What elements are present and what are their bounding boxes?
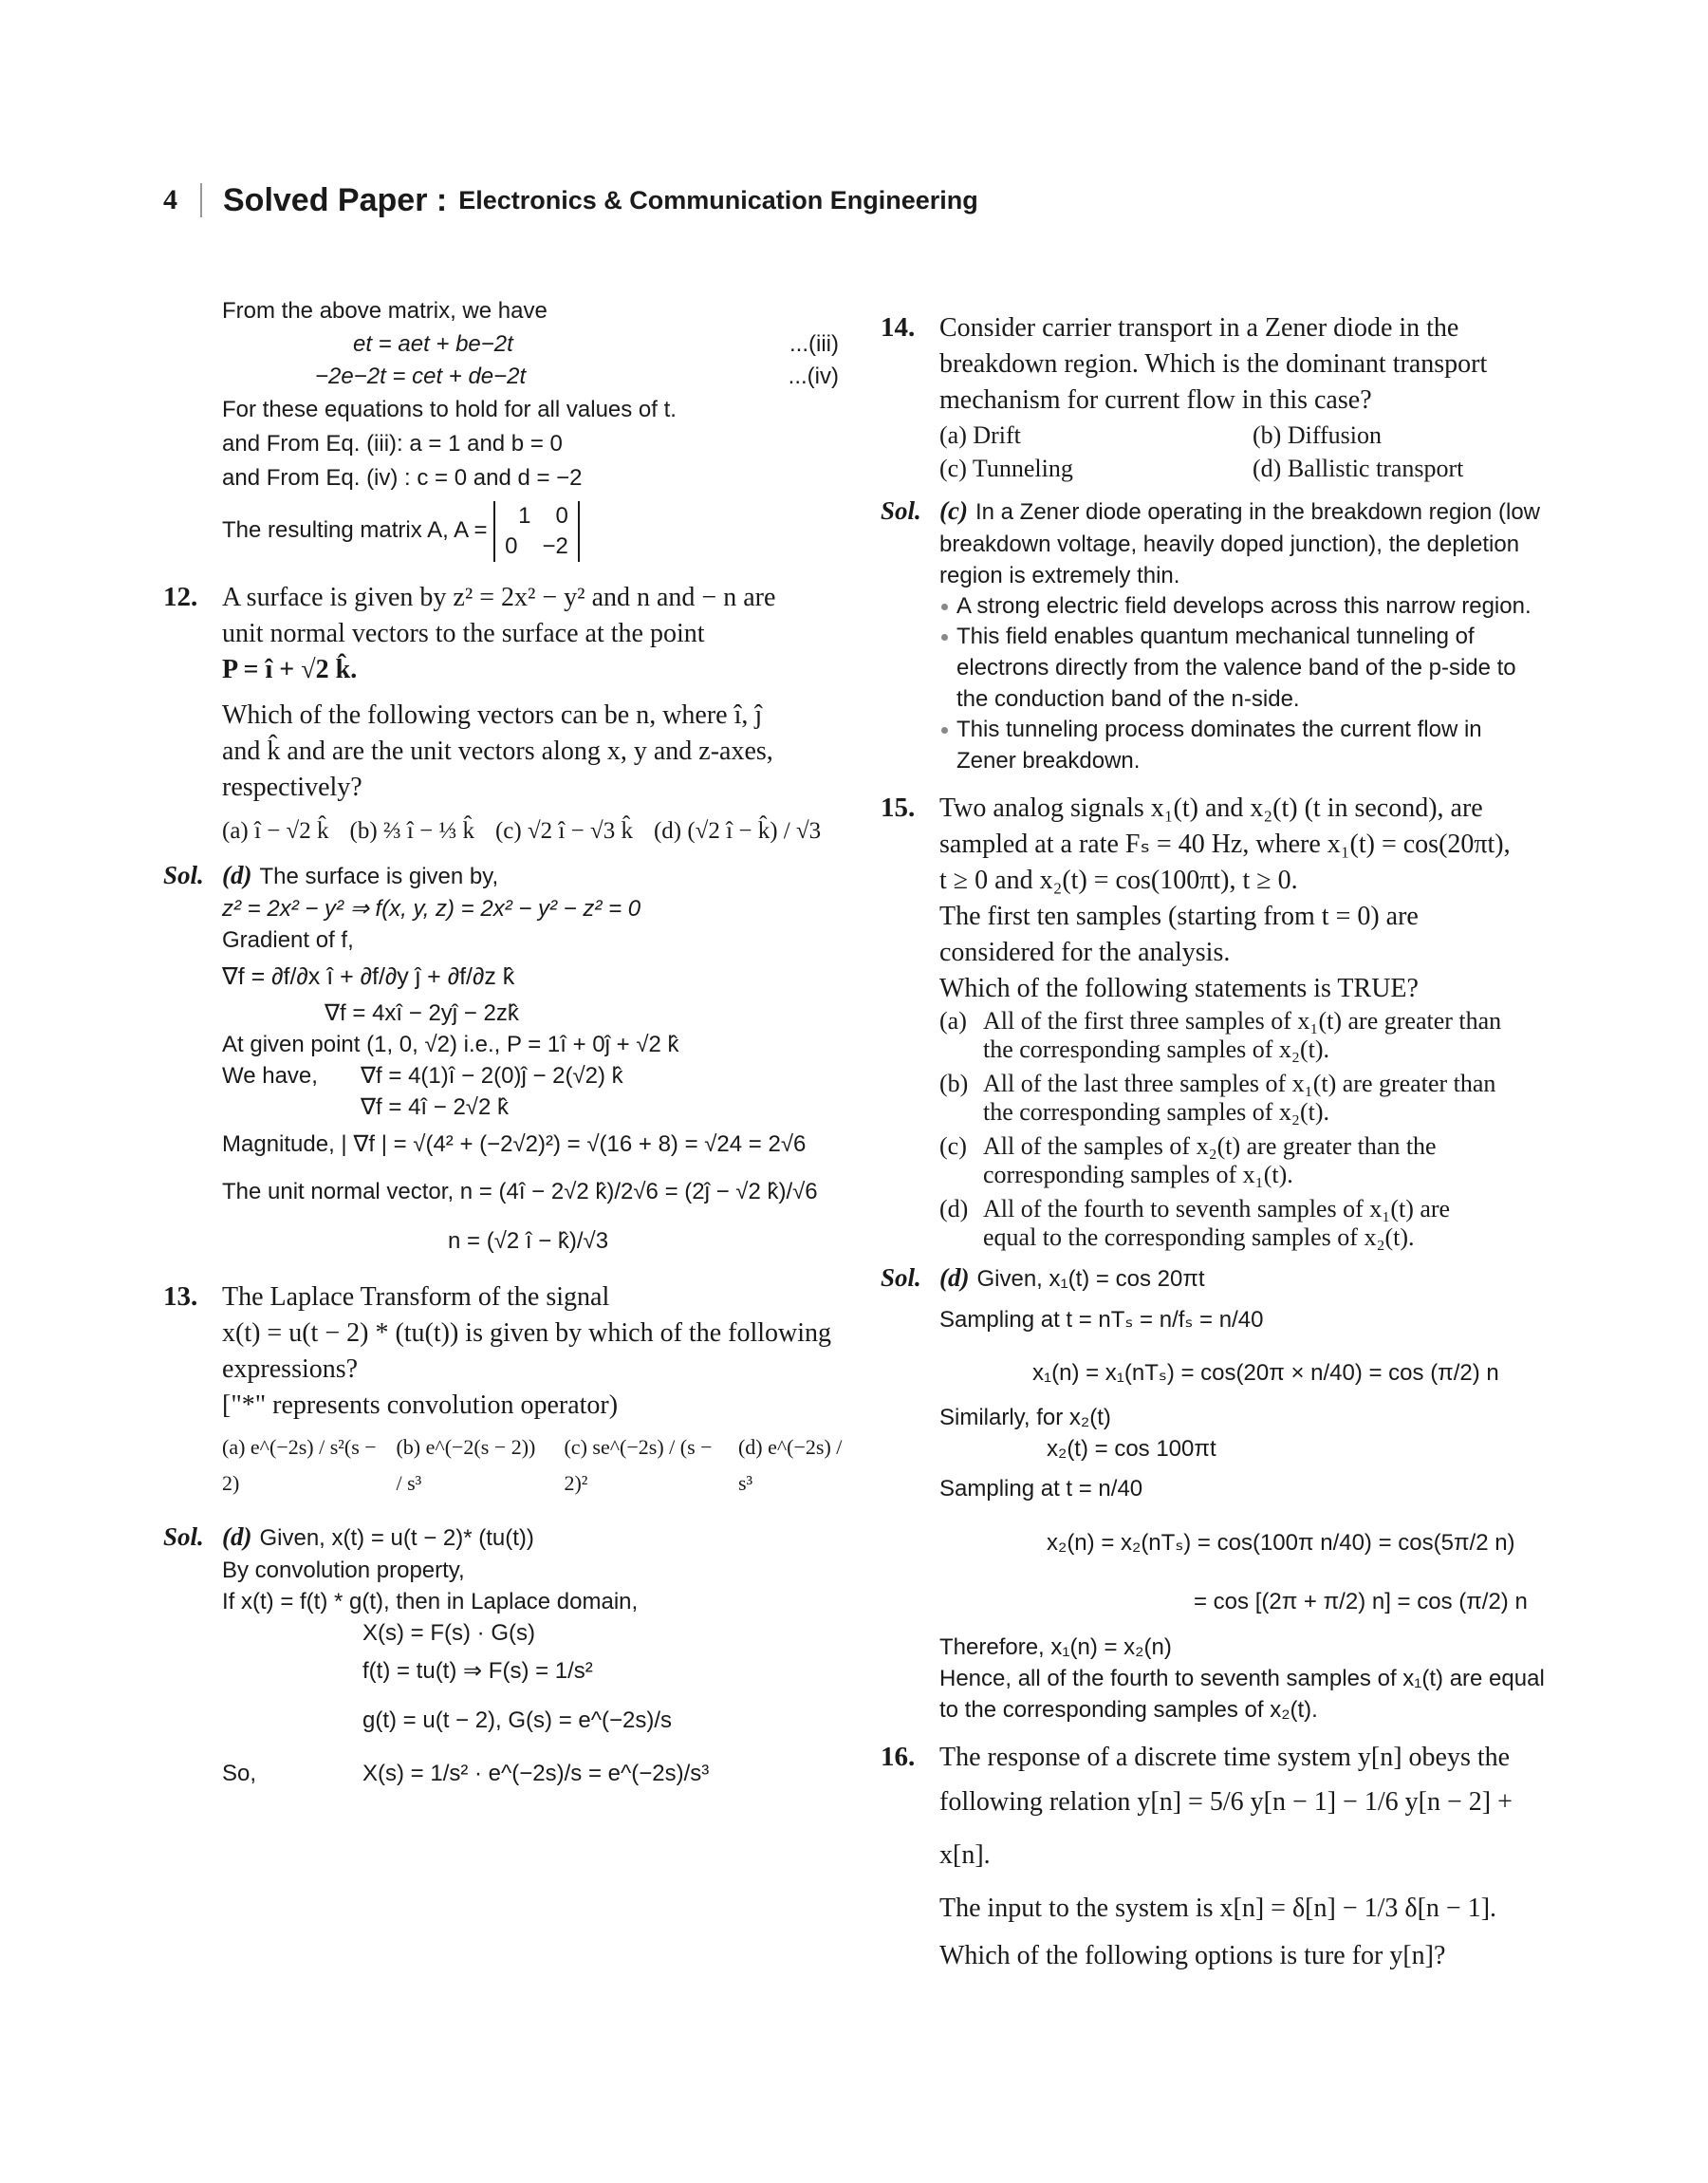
solution-label: Sol. (163, 1522, 204, 1551)
question-options (163, 1429, 846, 1502)
question-text: unit normal vectors to the surface at the point (222, 619, 705, 648)
header-divider (200, 183, 202, 217)
matrix-cell: −2 (542, 532, 568, 559)
option-c: (c) √2 î − √3 k̂ (494, 818, 633, 844)
question-text: mechanism for current flow in this case? (939, 385, 1372, 415)
question-options (163, 813, 846, 849)
question-text: A surface is given by z² = 2x² − y² and n and − n are (222, 583, 776, 612)
solution-text: Given, x(t) = u(t − 2)* (tu(t)) (259, 1525, 534, 1551)
question-number: 12. (163, 582, 198, 612)
question-text: and k̂ and are the unit vectors along x, y and z-axes, (222, 737, 773, 766)
question-text: breakdown region. Which is the dominant transport (939, 349, 1488, 379)
bullet-item: This field enables quantum mechanical tunneling of (881, 622, 1559, 652)
solution-text: region is extremely thin. (939, 563, 1180, 588)
option-d: (d) Ballistic transport (1253, 455, 1464, 482)
solution-row (163, 1060, 846, 1092)
equation-tag: ...(iii) (789, 331, 839, 357)
hold-text: For these equations to hold for all values of t. (222, 397, 677, 422)
question-text: x(t) = u(t − 2) * (tu(t)) is given by which of the following (222, 1318, 832, 1348)
option-text: equal to the corresponding samples of x₂(t). (983, 1223, 1415, 1251)
solution-text: At given point (1, 0, √2) i.e., P = 1î + 0ĵ + √2 k̂ (222, 1032, 679, 1057)
page-header (163, 177, 978, 224)
option-c: (c) se^(−2s) / (s − 2)² (564, 1435, 713, 1495)
option-text: the corresponding samples of x₂(t). (983, 1098, 1330, 1126)
question-text: P = î + √2 k̂. (222, 655, 358, 684)
question-text: The Laplace Transform of the signal (222, 1282, 610, 1312)
equation-iv (163, 361, 846, 393)
solution-text: Gradient of f, (222, 927, 354, 953)
solution-math: ∇f = 4î − 2√2 k̂ (361, 1094, 509, 1120)
option-b: (b) ⅔ î − ⅓ k̂ (349, 818, 474, 844)
bullet-continuation: Zener breakdown. (956, 748, 1141, 774)
question-text: expressions? (222, 1354, 359, 1384)
question-13 (163, 1278, 846, 1502)
matrix-cell: 1 (518, 502, 531, 529)
bullet-continuation: electrons directly from the valence band of the p-side to (956, 655, 1516, 681)
question-number: 16. (881, 1742, 916, 1772)
question-text: The first ten samples (starting from t = 0) are (939, 902, 1419, 931)
question-text: considered for the analysis. (939, 938, 1231, 967)
solution-label: Sol. (163, 861, 204, 889)
solution-math: f(t) = tu(t) ⇒ F(s) = 1/s² (362, 1658, 593, 1684)
matrix-cell: 0 (555, 502, 568, 529)
solution-text: We have, (222, 1063, 318, 1089)
option-letter: (a) (939, 1007, 967, 1035)
solution-math: Sampling at t = nTₛ = n/fₛ = n/40 (939, 1307, 1264, 1333)
option-a: (a) e^(−2s) / s²(s − 2) (222, 1435, 377, 1495)
solution-math: The unit normal vector, n = (4î − 2√2 k̂)/2√6 = (2ĵ − √2 k̂)/√6 (222, 1179, 818, 1204)
option-c (939, 1132, 1559, 1189)
option-a: (a) Drift (939, 421, 1021, 449)
question-text: Two analog signals x₁(t) and x₂(t) (t in second), are (939, 793, 1483, 823)
question-number: 13. (163, 1281, 198, 1312)
matrix-a (493, 501, 580, 562)
paper-title: Solved Paper : (223, 181, 448, 218)
equation-text: et = aet + be−2t (353, 331, 513, 357)
matrix-cell: 0 (505, 532, 518, 559)
solution-math: g(t) = u(t − 2), G(s) = e^(−2s)/s (362, 1707, 673, 1733)
option-text: All of the first three samples of x₁(t) are greater than (983, 1007, 1502, 1035)
option-text: All of the samples of x₂(t) are greater than the (983, 1132, 1437, 1160)
bullet-item: A strong electric field develops across this narrow region. (881, 591, 1559, 622)
question-text: The response of a discrete time system y[n] obeys the (939, 1743, 1511, 1772)
question-text: Which of the following options is ture for y[n]? (939, 1941, 1446, 1970)
equation-tag: ...(iv) (788, 364, 839, 389)
equation-iii (163, 328, 846, 361)
option-a (939, 1007, 1559, 1064)
solution-math: = cos [(2π + π/2) n] = cos (π/2) n (1194, 1589, 1528, 1614)
option-letter: (d) (939, 1195, 969, 1222)
equation-text: −2e−2t = cet + de−2t (315, 364, 527, 389)
solution-text: The surface is given by, (259, 864, 499, 889)
solution-math: x₂(n) = x₂(nTₛ) = cos(100π n/40) = cos(5π/2 n) (1047, 1530, 1515, 1556)
matrix-label: The resulting matrix A, A = (222, 517, 488, 543)
solution-answer: (c) (939, 496, 968, 525)
question-16 (881, 1739, 1559, 1977)
question-text: respectively? (222, 773, 362, 802)
solution-text: By convolution property, (222, 1558, 465, 1583)
question-12 (163, 579, 846, 849)
bullet-continuation: the conduction band of the n-side. (956, 686, 1300, 712)
option-text: corresponding samples of x₁(t). (983, 1161, 1293, 1188)
question-15 (881, 790, 1559, 1252)
question-options (881, 419, 1559, 485)
page-number: 4 (163, 184, 177, 215)
solution-13 (163, 1521, 846, 1801)
question-text: t ≥ 0 and x₂(t) = cos(100πt), t ≥ 0. (939, 866, 1298, 895)
option-b (939, 1070, 1559, 1127)
intro-text: From the above matrix, we have (222, 298, 548, 324)
option-letter: (c) (939, 1132, 967, 1160)
solution-answer: (d) (222, 1522, 252, 1551)
solution-math: Sampling at t = n/40 (939, 1476, 1143, 1502)
solution-text: If x(t) = f(t) * g(t), then in Laplace domain, (222, 1589, 639, 1614)
solution-math: ∇f = 4(1)î − 2(0)ĵ − 2(√2) k̂ (361, 1063, 623, 1089)
option-d: (d) (√2 î − k̂) / √3 (653, 818, 822, 844)
solution-math: n = (√2 î − k̂)/√3 (448, 1228, 609, 1254)
solution-math: ∇f = ∂f/∂x î + ∂f/∂y ĵ + ∂f/∂z k̂ (222, 963, 515, 990)
option-text: All of the last three samples of x₁(t) are greater than (983, 1070, 1496, 1097)
option-b: (b) Diffusion (1253, 421, 1383, 449)
question-number: 15. (881, 793, 916, 823)
right-column (881, 309, 1559, 1977)
solution-answer: (d) (939, 1263, 970, 1292)
paper-subtitle: Electronics & Communication Engineering (458, 185, 978, 215)
resulting-matrix (163, 495, 846, 566)
solution-math: x₂(t) = cos 100πt (1047, 1436, 1216, 1462)
solution-text: Similarly, for x₂(t) (939, 1405, 1111, 1430)
question-text: Which of the following statements is TRUE? (939, 974, 1419, 1003)
bullet-item: This tunneling process dominates the current flow in (881, 715, 1559, 745)
question-text: following relation y[n] = 5/6 y[n − 1] − 1/6 y[n − 2] + x[n]. (939, 1787, 1513, 1870)
solution-text: Given, x₁(t) = cos 20πt (976, 1266, 1205, 1292)
option-a: (a) î − √2 k̂ (222, 818, 329, 844)
option-b: (b) e^(−2(s − 2)) / s³ (396, 1435, 536, 1495)
solution-row (163, 1747, 846, 1801)
question-options (881, 1007, 1559, 1252)
option-d: (d) e^(−2s) / s³ (737, 1435, 843, 1495)
solution-text: So, (222, 1761, 257, 1786)
from-eq4-text: and From Eq. (iv) : c = 0 and d = −2 (222, 465, 583, 491)
solution-text: In a Zener diode operating in the breakdown region (low (975, 499, 1541, 525)
solution-text: z² = 2x² − y² ⇒ f(x, y, z) = 2x² − y² − z² = 0 (222, 896, 641, 922)
solution-math: ∇f = 4xî − 2yĵ − 2zk̂ (325, 1000, 519, 1026)
question-14 (881, 309, 1559, 485)
solution-label: Sol. (881, 1263, 921, 1292)
question-number: 14. (881, 312, 916, 343)
solution-math: X(s) = 1/s² · e^(−2s)/s = e^(−2s)/s³ (362, 1761, 710, 1786)
solution-math: Magnitude, | ∇f | = √(4² + (−2√2)²) = √(16 + 8) = √24 = 2√6 (222, 1131, 807, 1157)
question-text: The input to the system is x[n] = δ[n] − 1/3 δ[n − 1]. (939, 1894, 1497, 1923)
option-d (939, 1195, 1559, 1252)
solution-15 (881, 1261, 1559, 1726)
option-letter: (b) (939, 1070, 969, 1097)
left-column (163, 294, 846, 1801)
solution-text: to the corresponding samples of x₂(t). (939, 1697, 1318, 1723)
solution-text: Therefore, x₁(n) = x₂(n) (939, 1634, 1172, 1660)
solution-math: X(s) = F(s) · G(s) (362, 1620, 535, 1646)
solution-text: Hence, all of the fourth to seventh samples of x₁(t) are equal (939, 1666, 1545, 1691)
solution-math: x₁(n) = x₁(nTₛ) = cos(20π × n/40) = cos (π/2) n (1032, 1360, 1499, 1386)
option-text: All of the fourth to seventh samples of x₁(t) are (983, 1195, 1451, 1222)
question-text: Consider carrier transport in a Zener diode in the (939, 313, 1459, 343)
question-text: sampled at a rate Fₛ = 40 Hz, where x₁(t) = cos(20πt), (939, 830, 1511, 859)
option-text: the corresponding samples of x₂(t). (983, 1036, 1330, 1063)
question-text: Which of the following vectors can be n, where î, ĵ (222, 700, 763, 730)
solution-answer: (d) (222, 861, 252, 889)
from-eq3-text: and From Eq. (iii): a = 1 and b = 0 (222, 431, 563, 457)
solution-label: Sol. (881, 496, 921, 525)
option-c: (c) Tunneling (939, 455, 1073, 482)
solution-14 (881, 494, 1559, 776)
solution-text: breakdown voltage, heavily doped junction), the depletion (939, 532, 1520, 557)
solution-12 (163, 859, 846, 1265)
question-text: ["*" represents convolution operator) (222, 1390, 619, 1420)
